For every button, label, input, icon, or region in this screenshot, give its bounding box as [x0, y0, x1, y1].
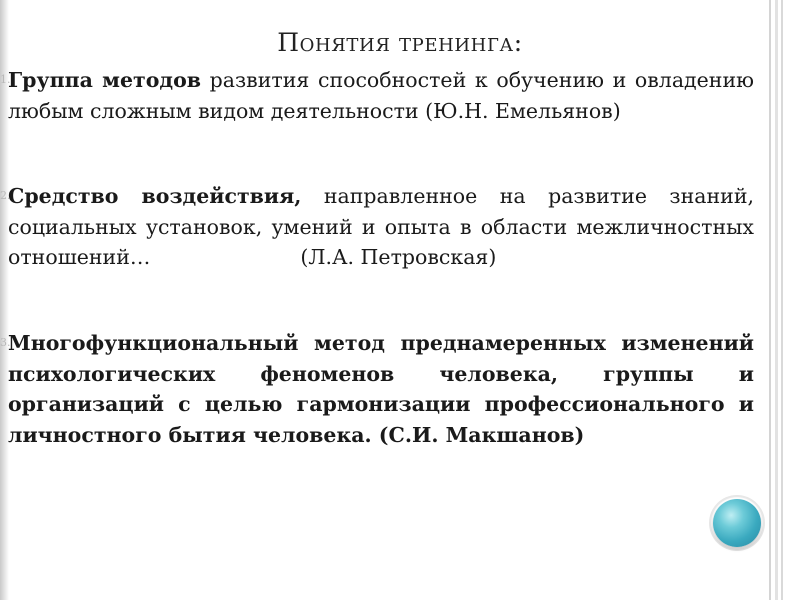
list-marker: 2. — [0, 189, 11, 202]
right-decor-line — [775, 0, 778, 600]
list-marker: 1. — [0, 73, 11, 86]
definition-lead: Средство воздействия, — [8, 184, 302, 208]
definition-lead: Группа методов — [8, 68, 201, 92]
list-marker: 3. — [0, 336, 11, 349]
slide-title: Понятия тренинга: — [277, 28, 523, 57]
definition-item-2 — [0, 181, 755, 273]
right-decor-line — [769, 0, 771, 600]
definition-item-1 — [0, 65, 754, 126]
right-decor-line — [781, 0, 783, 600]
decor-orb — [713, 499, 761, 547]
definition-item-3 — [0, 328, 754, 450]
definition-author: (Л.А. Петровская) — [300, 245, 497, 269]
definition-text: Многофункциональный метод преднамеренных изменений психологических феноменов человека, группы и организаций с целью гармонизации профессионального и личностного бытия человека. (С.И. Макшанов) — [8, 331, 754, 447]
definition-text: направленное на развитие знаний, социальных установок, умений и опыта в области межличностных отношений… — [8, 184, 755, 269]
definition-text: развития способностей к обучению и овладению любым сложным видом деятельности (Ю.Н. Емельянов) — [8, 68, 754, 123]
